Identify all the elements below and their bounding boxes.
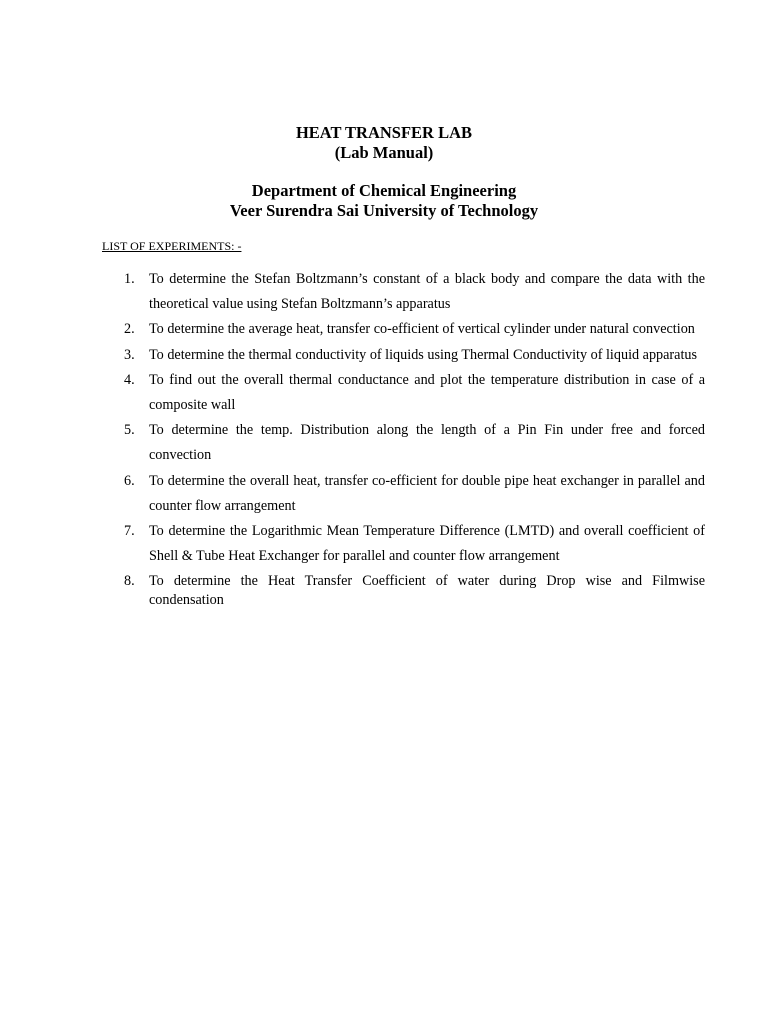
experiment-item xyxy=(102,368,705,418)
institution-block xyxy=(0,181,768,221)
experiment-text: To determine the overall heat, transfer co-efficient for double pipe heat exchanger in parallel and counter flow arrangement xyxy=(149,472,705,514)
experiment-item xyxy=(102,572,705,610)
experiment-list xyxy=(102,267,705,610)
experiment-number: 4. xyxy=(124,371,135,388)
lab-title-block xyxy=(0,123,768,163)
experiment-number: 7. xyxy=(124,523,135,540)
experiment-number: 5. xyxy=(124,422,135,439)
experiment-number: 3. xyxy=(124,346,135,363)
university-name: Veer Surendra Sai University of Technology xyxy=(229,201,539,220)
lab-title: HEAT TRANSFER LAB xyxy=(295,123,473,142)
experiment-text: To find out the overall thermal conductance and plot the temperature distribution in case of a composite wall xyxy=(149,371,705,414)
experiment-number: 8. xyxy=(124,573,135,590)
lab-subtitle: (Lab Manual) xyxy=(334,143,434,162)
list-heading: LIST OF EXPERIMENTS: - xyxy=(102,239,242,253)
experiment-item xyxy=(102,317,705,342)
experiment-item xyxy=(102,469,705,519)
experiment-number: 1. xyxy=(124,271,135,287)
experiment-item xyxy=(102,519,705,569)
experiment-text: To determine the Logarithmic Mean Temperature Difference (LMTD) and overall coefficient of Shell & Tube Heat Exchanger for parallel and counter flow arrangement xyxy=(149,523,705,565)
experiment-item xyxy=(102,343,705,368)
experiment-text: To determine the Heat Transfer Coefficient of water during Drop wise and Filmwise condensation xyxy=(149,573,705,609)
department-name: Department of Chemical Engineering xyxy=(251,181,517,200)
experiment-text: To determine the thermal conductivity of liquids using Thermal Conductivity of liquid apparatus xyxy=(149,346,698,363)
experiment-number: 6. xyxy=(124,472,135,489)
experiment-item xyxy=(102,267,705,317)
experiment-text: To determine the Stefan Boltzmann’s constant of a black body and compare the data with the theoretical value using Stefan Boltzmann’s apparatus xyxy=(149,271,705,313)
experiment-text: To determine the average heat, transfer co-efficient of vertical cylinder under natural convection xyxy=(149,321,695,338)
experiment-number: 2. xyxy=(124,321,135,338)
experiment-item xyxy=(102,418,705,468)
experiment-text: To determine the temp. Distribution along the length of a Pin Fin under free and forced convection xyxy=(149,422,705,464)
